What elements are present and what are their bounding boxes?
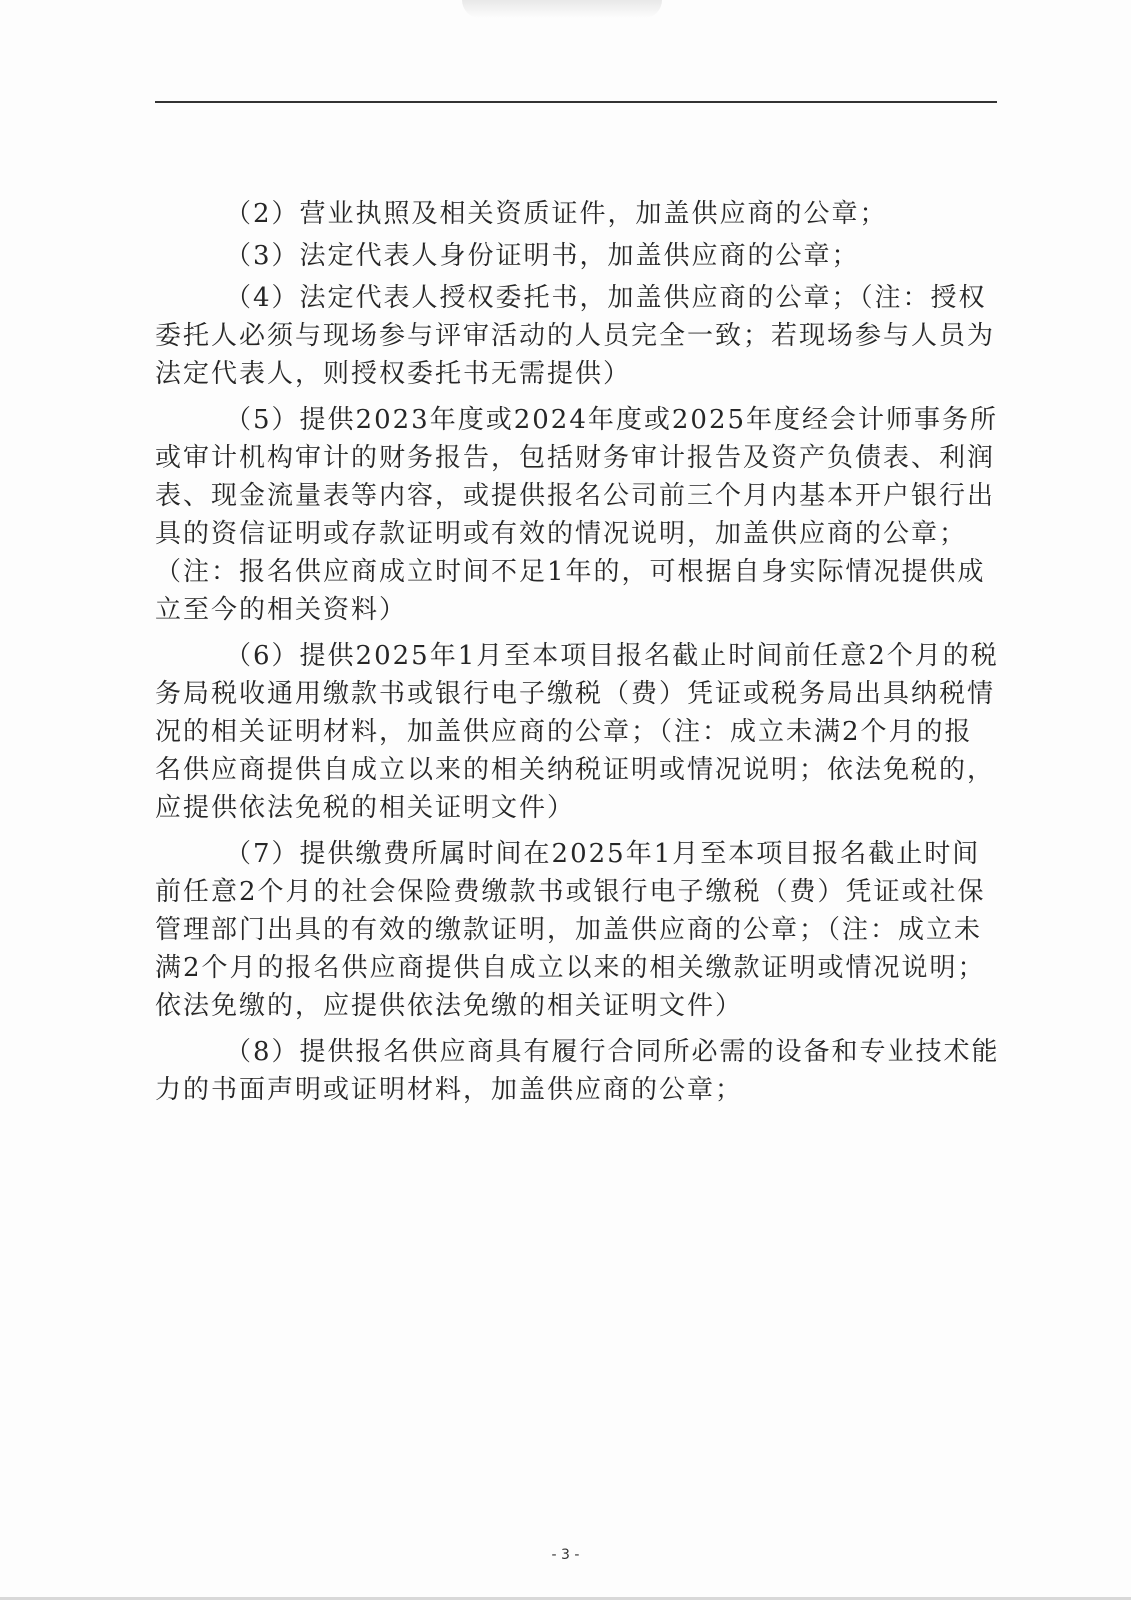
paragraph-item-3: （3）法定代表人身份证明书，加盖供应商的公章；	[225, 241, 860, 271]
document-body	[155, 195, 1000, 1117]
header-rule	[155, 101, 997, 103]
paragraph-item-4: （4）法定代表人授权委托书，加盖供应商的公章；（注：授权委托人必须与现场参与评审活动的人员完全一致；若现场参与人员为法定代表人，则授权委托书无需提供）	[155, 283, 996, 389]
page-number: - 3 -	[551, 1547, 580, 1563]
paragraph-item-2: （2）营业执照及相关资质证件，加盖供应商的公章；	[225, 199, 888, 229]
paragraph-item-6: （6）提供2025年1月至本项目报名截止时间前任意2个月的税务局税收通用缴款书或银行电子缴税（费）凭证或税务局出具纳税情况的相关证明材料，加盖供应商的公章；（注：成立未满2个月的报名供应商提供自成立以来的相关纳税证明或情况说明；依法免税的，应提供依法免税的相关证明文件）	[155, 641, 999, 823]
paragraph-item-5: （5）提供2023年度或2024年度或2025年度经会计师事务所或审计机构审计的财务报告，包括财务审计报告及资产负债表、利润表、现金流量表等内容，或提供报名公司前三个月内基本开户银行出具的资信证明或存款证明或有效的情况说明，加盖供应商的公章；（注：报名供应商成立时间不足1年的，可根据自身实际情况提供成立至今的相关资料）	[155, 405, 999, 625]
paragraph-item-7: （7）提供缴费所属时间在2025年1月至本项目报名截止时间前任意2个月的社会保险费缴款书或银行电子缴税（费）凭证或社保管理部门出具的有效的缴款证明，加盖供应商的公章；（注：成立未满2个月的报名供应商提供自成立以来的相关缴款证明或情况说明；依法免缴的，应提供依法免缴的相关证明文件）	[155, 839, 986, 1021]
paragraph-item-8: （8）提供报名供应商具有履行合同所必需的设备和专业技术能力的书面声明或证明材料，加盖供应商的公章；	[155, 1037, 1000, 1105]
scan-mark	[462, 0, 662, 18]
